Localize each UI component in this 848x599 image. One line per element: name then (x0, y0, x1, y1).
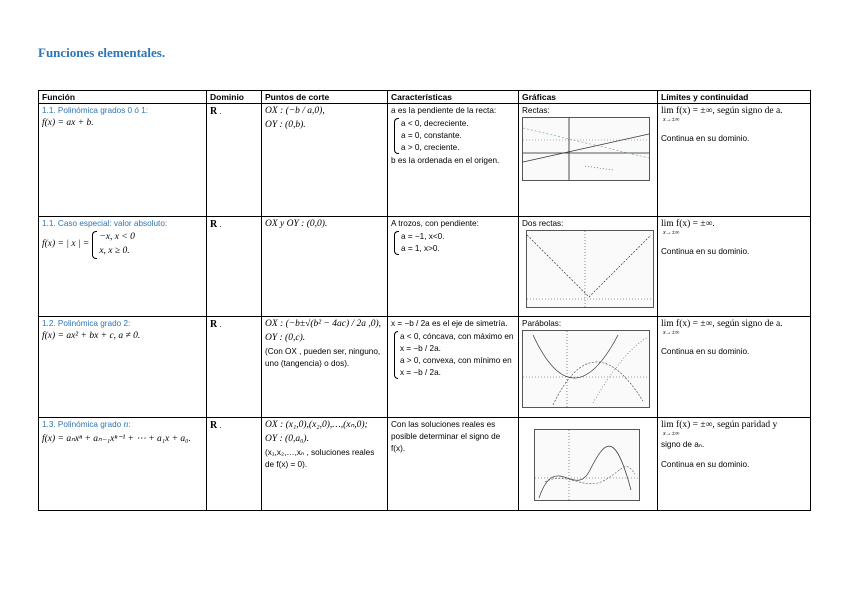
continuity-text: Continua en su dominio. (661, 459, 750, 469)
char-outro: b es la ordenada en el origen. (391, 155, 500, 165)
case-item: a = 1, x>0. (401, 244, 440, 254)
function-name-suffix: : (128, 420, 131, 430)
char-intro: x = −b / 2a es el eje de simetría. (391, 319, 508, 329)
graph-label: Rectas: (522, 106, 550, 116)
case-item: −x, x < 0 (99, 232, 135, 243)
cut-origin: OX y OY : (0,0). (265, 219, 328, 230)
brace-icon (394, 118, 399, 154)
limit-text: lim f(x) = ±∞, según paridad y (661, 420, 778, 431)
table-row (39, 317, 811, 418)
function-name (42, 419, 203, 433)
limit-tail: signo de aₙ. (661, 439, 705, 449)
cases-brace (394, 331, 515, 379)
case-item: x, x ≥ 0. (99, 245, 130, 256)
cell-caracteristicas (388, 418, 519, 511)
abs-curve (527, 235, 651, 297)
header-caracteristicas: Características (388, 91, 519, 104)
domain-sep: . (219, 220, 222, 230)
parabolas-graph (522, 330, 650, 408)
limit-subscript: x→±∞ (663, 117, 680, 124)
parabola-concave (553, 362, 643, 405)
lines-graph (522, 117, 650, 181)
cell-caracteristicas (388, 104, 519, 217)
brace-icon (394, 231, 399, 255)
graph-label: Parábolas: (522, 319, 562, 329)
cell-dominio (207, 104, 262, 217)
char-intro: Con las soluciones reales es posible determinar el signo de f(x). (391, 420, 501, 454)
cell-funcion (39, 217, 207, 317)
cell-puntos-corte (262, 317, 388, 418)
char-intro: A trozos, con pendiente: (391, 219, 479, 229)
table-header-row (39, 91, 811, 104)
cell-graficas (519, 317, 658, 418)
domain-symbol: R (210, 219, 218, 231)
brace-icon (92, 231, 97, 259)
limit-text: lim f(x) = ±∞, según signo de a. (661, 319, 783, 330)
header-funcion: Función (39, 91, 207, 104)
cell-puntos-corte (262, 217, 388, 317)
limit-subscript: x→±∞ (663, 230, 680, 237)
char-intro: a es la pendiente de la recta: (391, 106, 497, 116)
poly-curve-2 (545, 467, 635, 484)
function-formula: f(x) = aₙxⁿ + aₙ₋₁xⁿ⁻¹ + ⋯ + a₁x + a₀. (42, 434, 191, 445)
case-item: a > 0, convexa, con mínimo en x = −b / 2a. (399, 355, 512, 377)
function-name-var: n (123, 420, 129, 431)
domain-symbol: R (210, 106, 218, 118)
cell-funcion (39, 317, 207, 418)
header-dominio: Dominio (207, 91, 262, 104)
cell-funcion (39, 104, 207, 217)
graph-label: Dos rectas: (522, 219, 564, 229)
limit-subscript: x→±∞ (663, 330, 680, 337)
cell-caracteristicas (388, 217, 519, 317)
cell-limites (658, 217, 811, 317)
domain-sep: . (219, 320, 222, 330)
domain-sep: . (219, 421, 222, 431)
case-item: a < 0, decreciente. (401, 119, 469, 129)
header-limites: Límites y continuidad (658, 91, 811, 104)
case-item: a = 0, constante. (401, 131, 462, 141)
function-name: 1.2. Polinómica grado 2: (42, 319, 131, 329)
cell-graficas (519, 418, 658, 511)
absolute-value-graph (526, 230, 654, 308)
function-formula: f(x) = ax² + bx + c, a ≠ 0. (42, 331, 141, 342)
page-title: Funciones elementales. (38, 45, 166, 60)
cut-note: (x₁,x₂,…,xₙ , soluciones reales de f(x) = 0). (265, 447, 375, 469)
polynomial-graph (534, 429, 640, 501)
parabola-shifted (593, 337, 648, 403)
cut-ox: OX : (x₁,0),(x₂,0),…,(xₙ,0); (265, 420, 368, 431)
cell-puntos-corte (262, 418, 388, 511)
domain-symbol: R (210, 420, 218, 432)
cut-oy: OY : (0,b). (265, 120, 306, 131)
limit-subscript: x→±∞ (663, 431, 680, 438)
limit-text: lim f(x) = ±∞. (661, 219, 715, 230)
function-name: 1.1. Polinómica grados 0 ó 1: (42, 106, 149, 116)
cut-oy: OY : (0,a₀). (265, 434, 309, 445)
line-decreasing (523, 128, 649, 158)
cell-puntos-corte (262, 104, 388, 217)
cell-dominio (207, 217, 262, 317)
table-row (39, 418, 811, 511)
case-item: a < 0, cóncava, con máximo en x = −b / 2a. (399, 332, 514, 354)
functions-table (38, 90, 811, 511)
case-item: a = −1, x<0. (401, 232, 445, 242)
cut-ox: OX : (−b±√(b² − 4ac) / 2a ,0), (265, 319, 382, 330)
cell-graficas (519, 104, 658, 217)
table-row (39, 217, 811, 317)
table-row (39, 104, 811, 217)
poly-curve-1 (539, 446, 631, 498)
function-name: 1.1. Caso especial: valor absoluto: (42, 219, 168, 229)
continuity-text: Continua en su dominio. (661, 246, 750, 256)
header-graficas: Gráficas (519, 91, 658, 104)
cases-brace (92, 231, 135, 259)
function-formula: f(x) = | x | = (42, 239, 90, 250)
continuity-text: Continua en su dominio. (661, 133, 750, 143)
line-segment (585, 166, 613, 170)
function-name-prefix: 1.3. Polinómica grado (42, 420, 124, 430)
cell-dominio (207, 317, 262, 418)
cell-limites (658, 104, 811, 217)
limit-text: lim f(x) = ±∞, según signo de a. (661, 106, 783, 117)
line-increasing (523, 134, 649, 162)
cell-limites (658, 317, 811, 418)
brace-icon (394, 331, 398, 379)
cell-graficas (519, 217, 658, 317)
cut-note: (Con OX , pueden ser, ninguno, uno (tangencia) o dos). (265, 346, 381, 368)
cut-ox: OX : (−b / a,0), (265, 106, 325, 117)
domain-sep: . (219, 107, 222, 117)
cell-caracteristicas (388, 317, 519, 418)
header-puntos-corte: Puntos de corte (262, 91, 388, 104)
function-formula: f(x) = ax + b. (42, 118, 94, 129)
continuity-text: Continua en su dominio. (661, 346, 750, 356)
domain-symbol: R (210, 319, 218, 331)
cell-dominio (207, 418, 262, 511)
cases-brace (394, 231, 515, 255)
cut-oy: OY : (0,c). (265, 333, 306, 344)
cell-limites (658, 418, 811, 511)
cell-funcion (39, 418, 207, 511)
case-item: a > 0, creciente. (401, 142, 460, 152)
cases-brace (394, 118, 515, 154)
